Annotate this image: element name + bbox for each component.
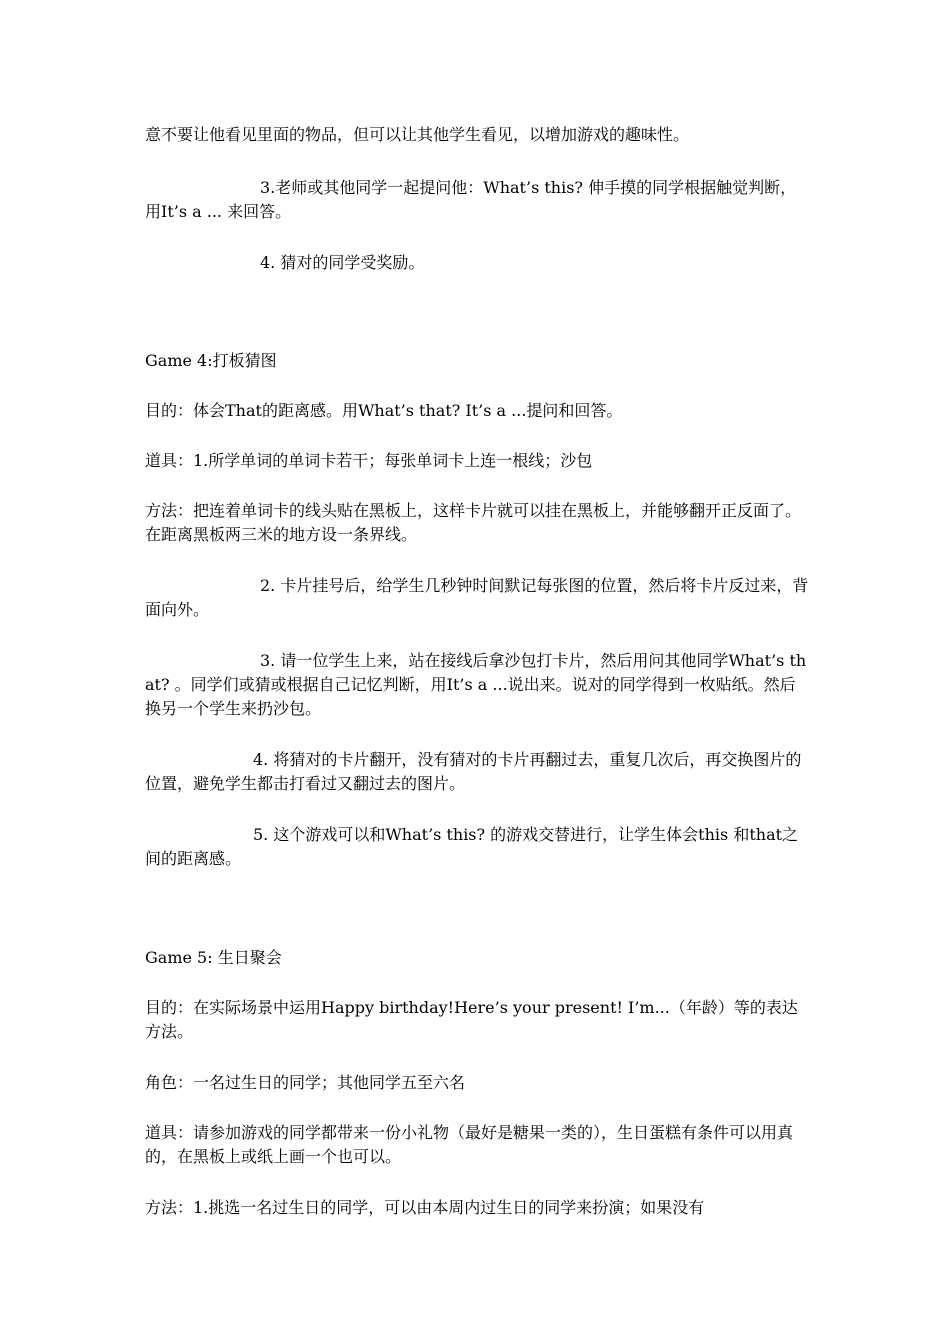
paragraph-game5-roles: 角色：一名过生日的同学；其他同学五至六名 [145,1073,466,1092]
paragraph-game4-purpose: 目的：体会That的距离感。用What’s that? It’s a ...提问和回答。 [145,401,623,420]
heading-game4: Game 4:打板猜图 [145,351,277,370]
paragraph-game4-step4: 4. 将猜对的卡片翻开，没有猜对的卡片再翻过去，重复几次后，再交换图片的位置，避免学生都击打看过又翻过去的图片。 [145,750,802,793]
paragraph-game3-step4: 4. 猜对的同学受奖励。 [260,253,425,272]
paragraph-game3-step3: 3.老师或其他同学一起提问他：What’s this? 伸手摸的同学根据触觉判断，用It’s a ... 来回答。 [145,178,797,221]
paragraph-game4-step3: 3. 请一位学生上来，站在接线后拿沙包打卡片，然后用问其他同学What’s that? 。同学们或猜或根据自己记忆判断，用It’s a ...说出来。说对的同学得到一枚贴纸。然后换另一个学生来扔沙包。 [145,651,807,718]
paragraph-game4-step5: 5. 这个游戏可以和What’s this? 的游戏交替进行，让学生体会this 和that之间的距离感。 [145,825,799,868]
paragraph-game5-method: 方法：1.挑选一名过生日的同学，可以由本周内过生日的同学来扮演；如果没有 [145,1198,705,1217]
paragraph-game4-step2: 2. 卡片挂号后，给学生几秒钟时间默记每张图的位置，然后将卡片反过来，背面向外。 [145,576,809,619]
paragraph-game5-purpose: 目的：在实际场景中运用Happy birthday!Here’s your present! I’m...（年龄）等的表达方法。 [145,998,798,1041]
paragraph-game4-props: 道具：1.所学单词的单词卡若干；每张单词卡上连一根线；沙包 [145,451,593,470]
paragraph-game5-props: 道具：请参加游戏的同学都带来一份小礼物（最好是糖果一类的），生日蛋糕有条件可以用真的，在黑板上或纸上画一个也可以。 [145,1123,794,1166]
paragraph-game3-intro-tail: 意不要让他看见里面的物品，但可以让其他学生看见，以增加游戏的趣味性。 [145,125,690,144]
heading-game5: Game 5: 生日聚会 [145,948,282,967]
paragraph-game4-method: 方法：把连着单词卡的线头贴在黑板上，这样卡片就可以挂在黑板上，并能够翻开正反面了。在距离黑板两三米的地方设一条界线。 [145,501,802,544]
